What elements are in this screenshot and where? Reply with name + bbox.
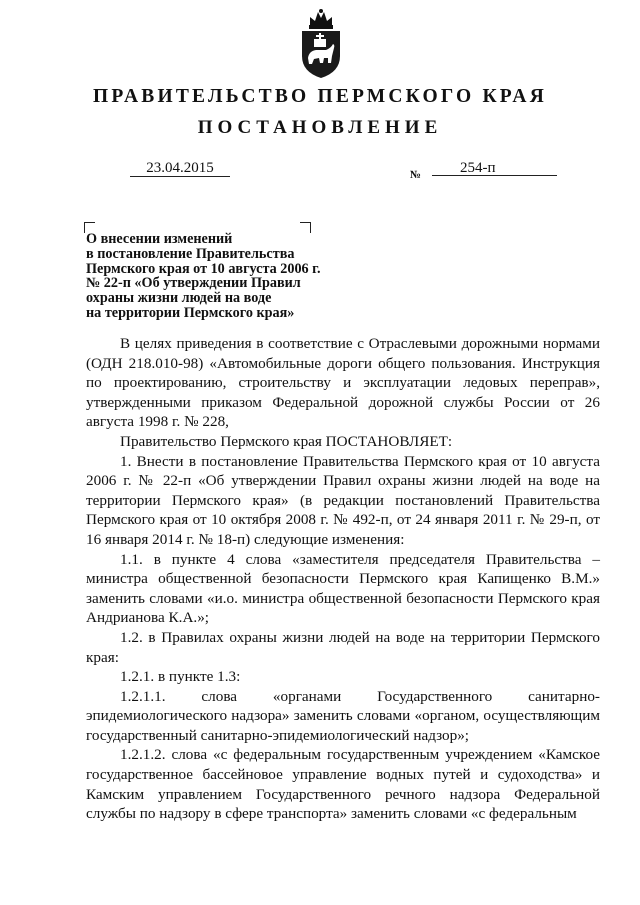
body-paragraph: 1.2.1.1. слова «органами Государственного санитарно-эпидемиологического надзора» заменить словами «органом, осуществляющим государственный санитарно-эпидемиологический надзор»; (86, 687, 600, 744)
subject-line: О внесении изменений (86, 231, 233, 247)
body-paragraph: 1.2.1.2. слова «с федеральным государственным учреждением «Камское государственное бассейновое управление водных путей и судоходства» и Камским управлением Государственного речного надзора Федеральной службы по надзору в сфере транспорта» заменить словами «с федеральным (86, 746, 600, 823)
subject-line: в постановление Правительства (86, 245, 295, 262)
subject-line: Пермского края от 10 августа 2006 г. (86, 260, 321, 277)
body-paragraph: В целях приведения в соответствие с Отраслевыми дорожными нормами (ОДН 218.010-98) «Автомобильные дороги общего пользования. Инструкция по проектированию, строительству и эксплуатации ледовых переправ», утвержденными приказом Федеральной дорожной службы России от 26 августа 1998 г. № 228, (86, 335, 600, 431)
body-paragraph: 1.1. в пункте 4 слова «заместителя председателя Правительства – министра общественной безопасности Пермского края Капищенко В.М.» заменить словами «и.о. министра общественной безопасности Пермского края Андрианова К.А.»; (86, 550, 600, 627)
coat-of-arms-icon (296, 8, 346, 80)
subject-line: на территории Пермского края» (86, 304, 295, 321)
government-name: ПРАВИТЕЛЬСТВО ПЕРМСКОГО КРАЯ (93, 86, 547, 107)
document-type: ПОСТАНОВЛЕНИЕ (197, 117, 443, 138)
number-label: № (410, 169, 422, 181)
subject-line: охраны жизни людей на воде (86, 290, 272, 307)
document-date: 23.04.2015 (130, 160, 230, 177)
body-paragraph: 1. Внести в постановление Правительства Пермского края от 10 августа 2006 г. № 22-п «Об утверждении Правил охраны жизни людей на воде на территории Пермского края» (в редакции постановлений Правительства Пермского края от 10 октября 2008 г. № 492-п, от 24 января 2011 г. № 29-п, от 16 января 2014 г. № 18-п) следующие изменения: (86, 452, 600, 548)
subject-line: № 22-п «Об утверждении Правил (86, 275, 301, 292)
body-paragraph: Правительство Пермского края ПОСТАНОВЛЯЕТ: (120, 432, 453, 450)
document-subject (86, 232, 366, 321)
document-body (86, 334, 600, 824)
body-paragraph: 1.2. в Правилах охраны жизни людей на воде на территории Пермского края: (86, 628, 600, 666)
document-number: 254-п (432, 160, 557, 176)
body-paragraph: 1.2.1. в пункте 1.3: (120, 668, 241, 686)
